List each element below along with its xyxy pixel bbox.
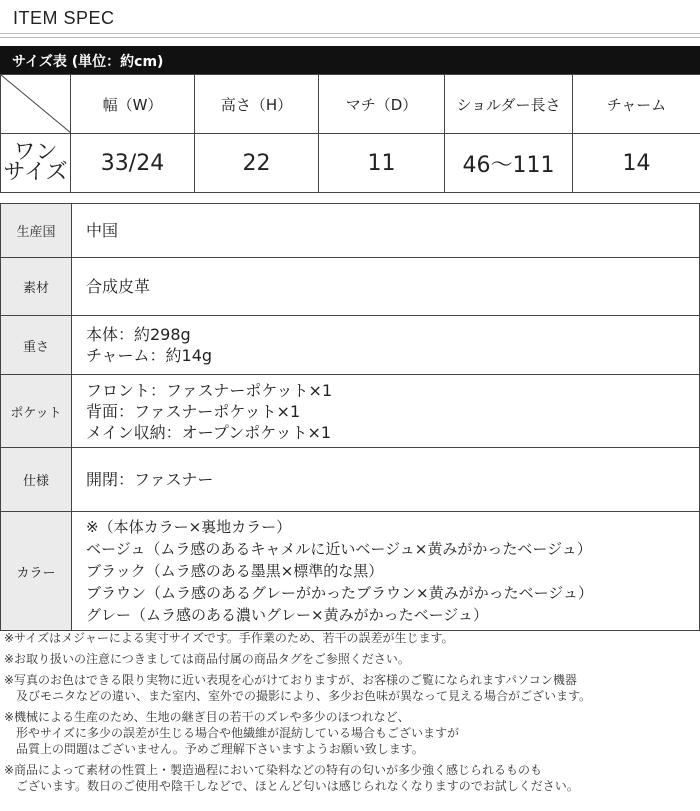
spec-line: ブラック（ムラ感のある墨黒×標準的な黒）	[86, 562, 384, 580]
spec-label: カラー	[1, 512, 72, 630]
diagonal-line	[1, 75, 71, 133]
note-line: 及びモニタなどの違い、また室内、室外での撮影により、多少お色味が異なって見える場合がございます。	[4, 689, 592, 703]
spec-row-spec	[0, 448, 700, 512]
size-table	[0, 74, 700, 193]
spec-line: メイン収納：オープンポケット×1	[86, 422, 332, 442]
spec-line: 開閉：ファスナー	[86, 470, 214, 489]
spec-value	[72, 204, 118, 257]
spec-value	[72, 316, 212, 374]
spec-label: 生産国	[1, 204, 72, 257]
row-label-line: サイズ	[3, 160, 68, 185]
note	[4, 762, 696, 794]
note-line: ※機械による生産のため、生地の継ぎ目の若干のズレや多少のほつれなど、	[4, 710, 410, 724]
row-label	[1, 134, 71, 193]
size-value: 33/24	[71, 134, 195, 193]
divider	[0, 33, 700, 34]
corner-cell	[1, 75, 71, 134]
spec-line: 本体：約298g	[86, 325, 191, 344]
size-table-title-bar	[0, 46, 700, 74]
spec-row-color	[0, 512, 700, 631]
size-table-header-row	[1, 75, 700, 134]
size-table-value-row	[1, 134, 700, 193]
spec-row-material	[0, 258, 700, 316]
spec-value	[72, 375, 332, 447]
column-header: 幅（W）	[71, 75, 195, 134]
note-line: ※商品によって素材の性質上・製造過程において染料などの特有の匂いが多少強く感じられるものも	[4, 763, 543, 777]
spec-line: ※（本体カラー×裏地カラー）	[86, 518, 292, 536]
column-header: 高さ（H）	[195, 75, 319, 134]
note-line: 形やサイズに多少の誤差が生じる場合や他繊維が混紡している場合もございますが	[4, 726, 460, 740]
spec-label: 仕様	[1, 448, 72, 511]
spec-line: グレー（ムラ感のある濃いグレー×黄みがかったベージュ）	[86, 606, 488, 624]
spec-row-weight	[0, 316, 700, 375]
divider	[0, 37, 700, 38]
note-line: ※お取り扱いの注意につきましては商品付属の商品タグをご参照ください。	[4, 652, 410, 666]
row-label-line: ワン	[13, 140, 58, 165]
note-line: ※サイズはメジャーによる実寸サイズです。手作業のため、若干の誤差が生じます。	[4, 631, 454, 645]
spec-line: 背面：ファスナーポケット×1	[86, 401, 301, 421]
spec-line: ベージュ（ムラ感のあるキャメルに近いベージュ×黄みがかったベージュ）	[86, 540, 592, 558]
column-header: チャーム	[573, 75, 700, 134]
note	[4, 709, 696, 757]
size-value: 14	[573, 134, 700, 193]
spec-value	[72, 258, 150, 315]
spec-table	[0, 203, 700, 631]
spec-value	[72, 512, 593, 630]
spec-line: 合成皮革	[86, 277, 151, 296]
note-line: 品質上の問題はございません。予めご理解下さいますようお願い致します。	[4, 742, 424, 756]
page-title: ITEM SPEC	[13, 8, 115, 28]
spec-row-origin	[0, 204, 700, 258]
spec-value	[72, 448, 213, 511]
spec-label: ポケット	[1, 375, 72, 447]
spec-row-pocket	[0, 375, 700, 448]
item-spec-header	[0, 0, 700, 34]
notes	[4, 630, 696, 799]
note	[4, 630, 696, 646]
note-line: ※写真のお色はできる限り実物に近い表現を心がけておりますが、お客様のご覧になられますパソコン機器	[4, 673, 577, 687]
spec-line: 中国	[86, 221, 119, 240]
spec-label: 素材	[1, 258, 72, 315]
column-header: マチ（D）	[319, 75, 445, 134]
spec-label: 重さ	[1, 316, 72, 374]
spec-line: フロント：ファスナーポケット×1	[86, 380, 333, 400]
column-header: ショルダー長さ	[445, 75, 573, 134]
size-value: 22	[195, 134, 319, 193]
spec-line: ブラウン（ムラ感のあるグレーがかったブラウン×黄みがかったベージュ）	[86, 584, 593, 602]
note-line: ございます。数日のご使用や陰干しなどで、ほとんど匂いは感じられなくなりますのでお試しください。	[4, 779, 579, 793]
note	[4, 672, 696, 704]
size-table-title: サイズ表 (単位：約cm)	[12, 54, 164, 70]
spec-line: チャーム：約14g	[86, 346, 213, 365]
size-value: 46〜111	[445, 134, 573, 193]
size-value: 11	[319, 134, 445, 193]
note	[4, 651, 696, 667]
